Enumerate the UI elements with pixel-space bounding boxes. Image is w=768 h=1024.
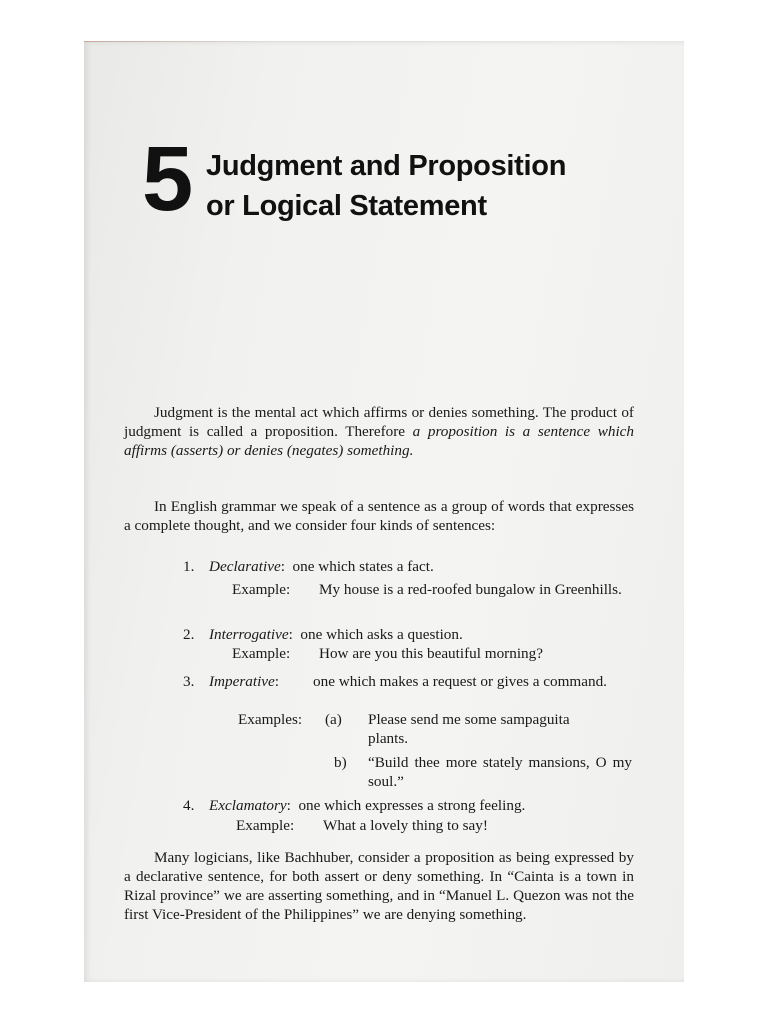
chapter-title-line-2: or Logical Statement <box>206 190 487 222</box>
example-label: Example: <box>232 581 291 598</box>
kind-number: 2. <box>183 626 195 643</box>
chapter-title <box>206 146 646 226</box>
kind-number: 1. <box>183 558 195 575</box>
example-text: “Build thee more stately mansions, O my soul.” <box>368 754 632 790</box>
kind-name: Imperative <box>209 673 275 690</box>
kind-definition: one which expresses a strong feeling. <box>298 797 526 814</box>
example-mark: (a) <box>325 711 342 728</box>
kind-name: Interrogative <box>209 626 289 643</box>
example-text: What a lovely thing to say! <box>323 817 488 834</box>
kind-exclamatory: 4. Exclamatory: one which expresses a strong feeling. <box>183 797 526 814</box>
kind-declarative: 1. Declarative: one which states a fact. <box>183 558 434 575</box>
chapter-title-line-1: Judgment and Proposition <box>206 150 567 182</box>
chapter-number: 5 <box>142 128 192 230</box>
example-text: My house is a red-roofed bungalow in Greenhills. <box>319 581 622 598</box>
kind-name: Declarative <box>209 558 281 575</box>
kind-definition: one which states a fact. <box>292 558 434 575</box>
kind-definition: one which asks a question. <box>300 626 463 643</box>
intro-italic-text: a proposition is a sentence which affirms (asserts) or denies (negates) something. <box>124 423 634 459</box>
example-label: Example: <box>232 645 291 662</box>
kind-number: 3. <box>183 673 195 690</box>
closing-paragraph: Many logicians, like Bachhuber, consider a proposition as being expressed by a declarative sentence, for both assert or deny something. In “Cainta is a town in Rizal province” we are asserting something, and in “Manuel L. Quezon was not the first Vice-President of the Philippines” we are denying something. <box>124 849 634 923</box>
intro-paragraph <box>124 403 634 460</box>
example-text: Please send me some sampaguita plants. <box>368 711 570 747</box>
example-label: Examples: <box>238 711 303 728</box>
kind-definition: one which makes a request or gives a command. <box>313 673 607 690</box>
example-label: Example: <box>236 817 295 834</box>
example-text: How are you this beautiful morning? <box>319 645 543 662</box>
kind-interrogative: 2. Interrogative: one which asks a question. <box>183 626 463 643</box>
kind-name: Exclamatory <box>209 797 287 814</box>
grammar-paragraph: In English grammar we speak of a sentence as a group of words that expresses a complete thought, and we consider four kinds of sentences: <box>124 498 634 534</box>
intro-plain-text: Judgment is the mental act which affirms or denies something. The product of judgment is called a proposition. Therefore <box>124 404 634 440</box>
example-mark: b) <box>334 754 347 771</box>
kind-number: 4. <box>183 797 195 814</box>
